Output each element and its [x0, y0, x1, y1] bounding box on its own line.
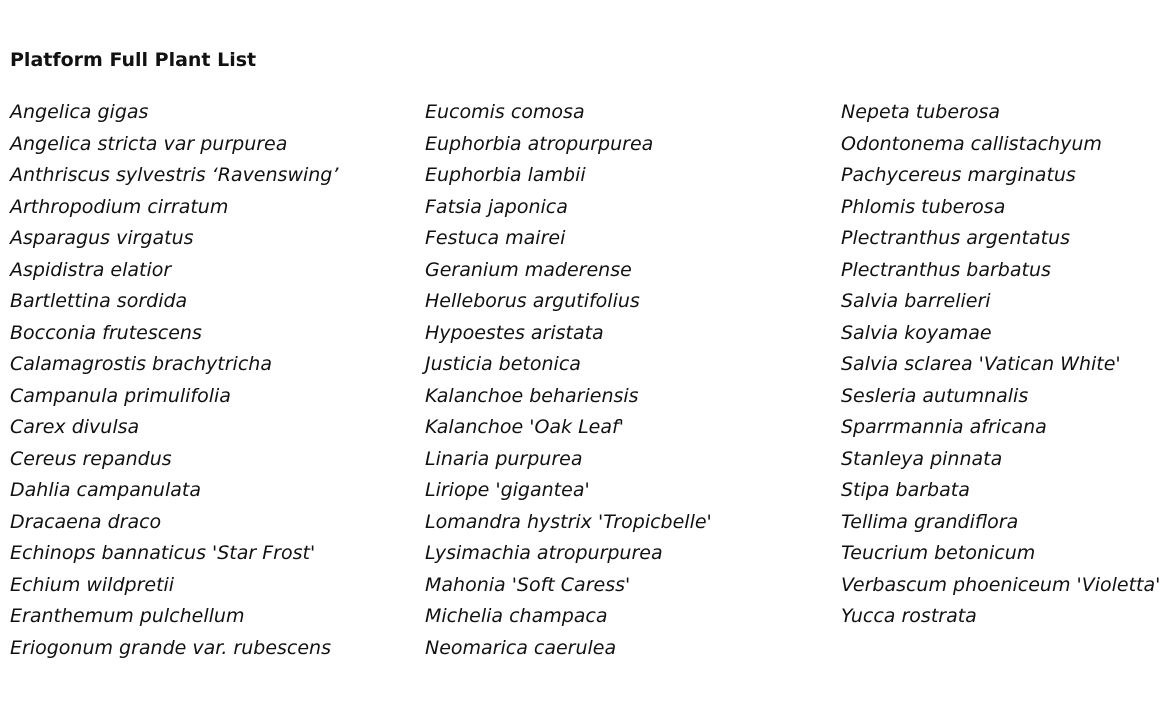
plant-name: Salvia sclarea 'Vatican White' — [841, 353, 1121, 375]
plant-name: Teucrium betonicum — [841, 542, 1036, 564]
plant-name: Pachycereus marginatus — [841, 164, 1076, 186]
plant-name: Calamagrostis brachytricha — [10, 353, 272, 375]
plant-list-column-2 — [425, 97, 825, 664]
plant-name: Plectranthus barbatus — [841, 258, 1051, 281]
plant-name: Carex divulsa — [10, 416, 140, 438]
plant-name: Hypoestes aristata — [425, 321, 604, 344]
plant-name: Geranium maderense — [425, 258, 632, 281]
plant-name: Angelica stricta var purpurea — [10, 132, 288, 155]
plant-name: Lysimachia atropurpurea — [425, 542, 663, 564]
page-title: Platform Full Plant List — [10, 49, 257, 71]
plant-name: Euphorbia atropurpurea — [425, 132, 654, 155]
plant-name: Salvia barrelieri — [841, 290, 991, 312]
plant-name: Echium wildpretii — [10, 573, 175, 596]
plant-name: Campanula primulifolia — [10, 384, 231, 407]
plant-name: Yucca rostrata — [841, 605, 977, 627]
plant-name: Stanleya pinnata — [841, 447, 1003, 470]
plant-name: Bartlettina sordida — [10, 290, 188, 312]
plant-name: Eucomis comosa — [425, 101, 585, 123]
plant-name: Nepeta tuberosa — [841, 101, 1001, 123]
plant-name: Tellima grandiflora — [841, 510, 1019, 533]
plant-name: Aspidistra elatior — [10, 258, 172, 281]
plant-name: Anthriscus sylvestris ‘Ravenswing’ — [10, 164, 339, 186]
plant-name: Angelica gigas — [10, 101, 149, 123]
plant-name: Justicia betonica — [425, 353, 581, 375]
plant-list-column-1 — [10, 97, 410, 664]
plant-name: Kalanchoe 'Oak Leaf' — [425, 416, 624, 438]
plant-name: Echinops bannaticus 'Star Frost' — [10, 542, 316, 564]
plant-name: Mahonia 'Soft Caress' — [425, 573, 631, 596]
plant-name: Phlomis tuberosa — [841, 195, 1006, 218]
plant-name: Salvia koyamae — [841, 321, 992, 344]
plant-name: Helleborus argutifolius — [425, 290, 640, 312]
plant-name: Festuca mairei — [425, 227, 566, 249]
plant-name: Euphorbia lambii — [425, 164, 586, 186]
plant-name: Lomandra hystrix 'Tropicbelle' — [425, 510, 712, 533]
plant-name: Arthropodium cirratum — [10, 195, 229, 218]
plant-name: Bocconia frutescens — [10, 321, 202, 344]
plant-name: Cereus repandus — [10, 447, 172, 470]
plant-name: Stipa barbata — [841, 479, 970, 501]
plant-name: Neomarica caerulea — [425, 636, 617, 659]
plant-list-column-3 — [841, 97, 1167, 633]
plant-name: Kalanchoe behariensis — [425, 384, 639, 407]
plant-name: Dracaena draco — [10, 510, 162, 533]
plant-name: Dahlia campanulata — [10, 479, 201, 501]
plant-name: Eranthemum pulchellum — [10, 605, 245, 627]
plant-name: Sparrmannia africana — [841, 416, 1047, 438]
plant-name: Fatsia japonica — [425, 195, 568, 218]
plant-name: Verbascum phoeniceum 'Violetta' — [841, 573, 1161, 596]
plant-name: Sesleria autumnalis — [841, 384, 1029, 407]
plant-name: Odontonema callistachyum — [841, 132, 1102, 155]
plant-name: Liriope 'gigantea' — [425, 479, 590, 501]
plant-name: Plectranthus argentatus — [841, 227, 1071, 249]
plant-name: Michelia champaca — [425, 605, 608, 627]
plant-name: Eriogonum grande var. rubescens — [10, 636, 331, 659]
plant-name: Asparagus virgatus — [10, 227, 194, 249]
plant-name: Linaria purpurea — [425, 447, 583, 470]
